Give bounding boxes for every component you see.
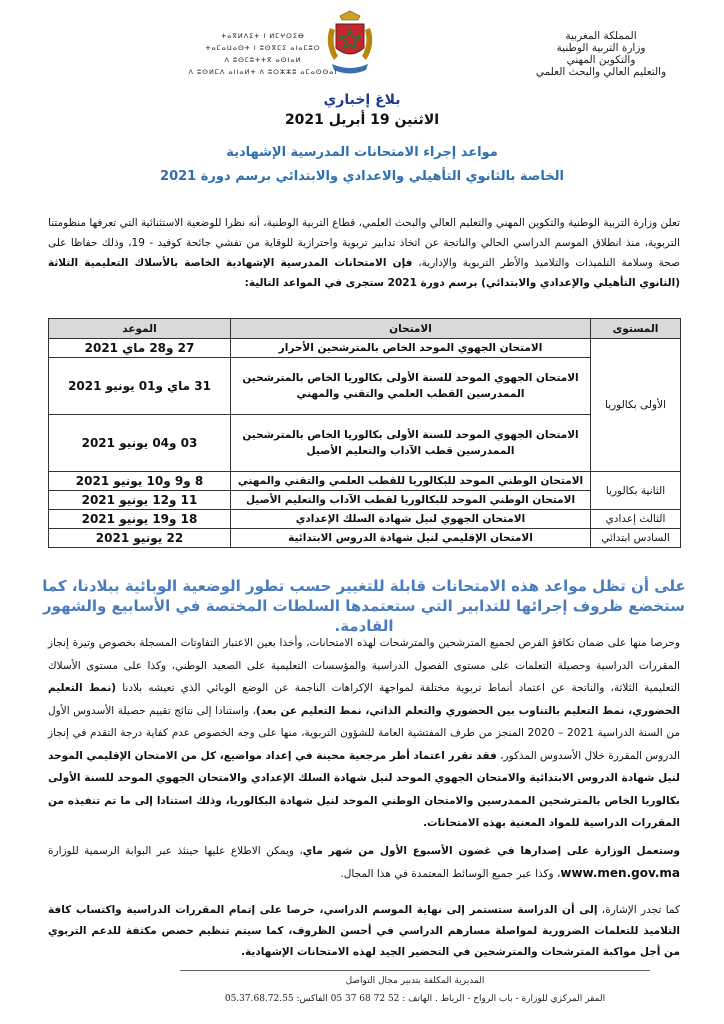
exam-cell: الامتحان الجهوي لنيل شهادة السلك الإعدادي — [231, 510, 591, 529]
table-row — [49, 358, 681, 415]
exam-schedule-table — [48, 318, 681, 548]
header-exam: الامتحان — [231, 319, 591, 339]
communique-label: بلاغ إخباري — [323, 92, 401, 108]
ministry-line-tifinagh: ⴷ ⵓⵙⵍⵎⴷ ⴰⵏⵏⴰⵍⵜ ⴷ ⵓⵔⵣⵣⵓ ⴰⵎⴰⵙⵙⴰⵏ — [188, 68, 338, 76]
table-row — [49, 510, 681, 529]
footer-contact: المقر المركزي للوزارة - باب الرواح - الرباط . الهاتف : 52 72 68 37 05 الفاكس: 05.37.68.72.55 — [224, 994, 606, 1004]
footer-divider — [180, 970, 650, 971]
header-date: الموعد — [49, 319, 231, 339]
date-cell: 8 و9 و10 يونيو 2021 — [49, 472, 231, 491]
exam-cell: الامتحان الوطني الموحد للبكالوريا لقطب الآداب والتعليم الأصيل — [231, 491, 591, 510]
level-cell: السادس ابتدائي — [591, 529, 681, 548]
ministry-website-link[interactable]: www.men.gov.ma — [560, 866, 680, 880]
ministry-header-tifinagh — [168, 30, 358, 78]
table-row — [49, 491, 681, 510]
schedule-change-notice: على أن تظل مواعد هذه الامتحانات قابلة للتغيير حسب تطور الوضعية الوبائية ببلادنا، كما ستخضع ظروف إجرائها للتدابير التي ستعتمدها السلطات المختصة في الأسابيع والشهور القادمة. — [42, 577, 686, 635]
intro-text: تعلن وزارة التربية الوطنية والتكوين المهني والتعليم العالي والبحث العلمي، قطاع التربية الوطنية، أنه نظرا للوضعية الاستثنائية التي تعرفها منظومتنا التربوية، منذ انطلاق الموسم الدراسي الحالي والناتجة عن اتخاذ تدابير تربوية واحترازية للوقاية من تفشي جائحة كوفيد - 19، وذلك حفاظا على صحة وسلامة التلميذات والتلاميذ والأطر التربوية والإدارية، — [48, 217, 681, 269]
date-cell: 11 و12 يونيو 2021 — [49, 491, 231, 510]
continuation-paragraph — [48, 900, 680, 963]
ministry-header-arabic — [506, 30, 696, 78]
subject-line-2: الخاصة بالثانوي التأهيلي والاعدادي والابتدائي برسم دورة 2021 — [160, 169, 564, 184]
level-cell: الأولى بكالوريا — [591, 339, 681, 472]
subject-line-1: مواعد إجراء الامتحانات المدرسية الإشهادية — [226, 145, 498, 160]
intro-bold-text: فإن الامتحانات المدرسية الإشهادية الخاصة بالأسلاك التعليمية الثلاثة (الثانوي التأهيلي والإعدادي والابتدائي) برسم دورة 2021 ستجرى في المواعد التالية: — [48, 257, 680, 289]
paragraph-text: ، وكذا عبر جميع الوسائط المعتمدة في هذا المجال. — [340, 868, 561, 880]
paragraph-bold-text: وستعمل الوزارة على إصدارها في غضون الأسبوع الأول من شهر ماي — [302, 845, 680, 857]
exam-cell: الامتحان الجهوي الموحد للسنة الأولى بكالوريا الخاص بالمترشحين الممدرسين قطب الآداب والتعليم الأصيل — [231, 415, 591, 472]
paragraph-text: كما تجدر الإشارة، — [597, 904, 680, 916]
exam-cell: الامتحان الوطني الموحد للبكالوريا للقطب العلمي والتقني والمهني — [231, 472, 591, 491]
date-cell: 31 ماي و01 يونيو 2021 — [49, 358, 231, 415]
ministry-line: وزارة التربية الوطنية — [556, 42, 646, 54]
ministry-line: المملكة المغربية — [565, 30, 637, 42]
exam-cell: الامتحان الجهوي الموحد الخاص بالمترشحين الأحرار — [231, 339, 591, 358]
paragraph-text: ، ويمكن الاطلاع عليها حينئذ عبر البوابة الرسمية للوزارة — [48, 845, 303, 857]
exam-cell: الامتحان الجهوي الموحد للسنة الأولى بكالوريا الخاص بالمترشحين الممدرسين القطب العلمي والتقني والمهني — [231, 358, 591, 415]
ministry-line-tifinagh: ⵜⴰⵎⴰⵡⴰⵙⵜ ⵏ ⵓⵙⴳⵎⵉ ⴰⵏⴰⵎⵓⵔ — [205, 44, 321, 52]
paragraph-bold-text: (نمط التعليم الحضوري، نمط التعليم بالتناوب بين الحضوري والتعلم الذاتي، نمط التعليم عن بعد) — [48, 682, 680, 717]
table-header-row — [49, 319, 681, 339]
ministry-line-tifinagh: ⵜⴰⴳⵍⴷⵉⵜ ⵏ ⵍⵎⵖⵔⵉⴱ — [221, 32, 305, 40]
date-cell: 22 يونيو 2021 — [49, 529, 231, 548]
publication-paragraph — [48, 840, 680, 885]
paragraph-text: وحرصا منها على ضمان تكافؤ الفرص لجميع المترشحين والمترشحات لهذه الامتحانات، وأخذا بعين الاعتبار التفاوتات المسجلة بخصوص وتيرة إنجاز المقررات الدراسية وحصيلة التعلمات على مستوى الفصول الدراسية والمؤسسات التعليمية على الصعيد الوطني، وكذا على مستوى الأسلاك التعليمية الثلاثة، والناتجة عن اعتماد أنماط تربوية مختلفة لمواجهة الإكراهات الناجمة عن الوضع الوبائي الذي تعيشه بلادنا — [48, 637, 680, 694]
date-cell: 27 و28 ماي 2021 — [49, 339, 231, 358]
table-row — [49, 339, 681, 358]
date-cell: 03 و04 يونيو 2021 — [49, 415, 231, 472]
header-level: المستوى — [591, 319, 681, 339]
ministry-line: والتكوين المهني — [566, 54, 636, 66]
paragraph-text: ، واستنادا إلى نتائج تقييم حصيلة الأسدوس الأول من السنة الدراسية 2021 – 2020 المنجز من طرف المفتشية العامة للشؤون التربوية، منها على وجه الخصوص عدم كفاية درجة التقدم في إنجاز الدروس المقررة خلال الأسدوس المذكور، — [48, 704, 680, 762]
table-row — [49, 472, 681, 491]
communique-date: الاثنين 19 أبريل 2021 — [284, 112, 440, 128]
ministry-line: والتعليم العالي والبحث العلمي — [535, 66, 667, 78]
assessment-paragraph — [48, 632, 680, 835]
date-cell: 18 و19 يونيو 2021 — [49, 510, 231, 529]
footer-department: المديرية المكلفة بتدبير مجال التواصل — [345, 976, 485, 986]
table-row — [49, 529, 681, 548]
ministry-line-tifinagh: ⴷ ⵓⵙⵎⵓⵜⵜⴳ ⴰⵙⵏⴰⵍ — [224, 56, 302, 64]
exam-cell: الامتحان الإقليمي لنيل شهادة الدروس الابتدائية — [231, 529, 591, 548]
level-cell: الثالث إعدادي — [591, 510, 681, 529]
paragraph-bold-text: إلى أن الدراسة ستستمر إلى نهاية الموسم الدراسي، حرصا على إتمام المقررات الدراسية واكتساب كافة التلاميذ للتعلمات الضرورية لمواصلة مسارهم الدراسي في أحسن الظروف، كما سيتم تنظيم حصص مكثفة للدعم التربوي من أجل مواكبة المترشحات والمترشحين في التحضير الجيد لهذه الامتحانات الإشهادية. — [48, 904, 680, 958]
level-cell: الثانية بكالوريا — [591, 472, 681, 510]
paragraph-bold-text: فقد تقرر اعتماد أطر مرجعية محينة في إعداد مواضيع، كل من الامتحان الإقليمي الموحد لنيل شهادة الدروس الابتدائية والامتحان الجهوي الموحد لنيل شهادة السلك الإعدادي والامتحان الجهوي الموحد للسنة الأولى بكالوريا الخاص بالمترشحين الممدرسين والامتحان الوطني الموحد لنيل شهادة البكالوريا، وذلك استنادا إلى ما تم تنفيذه من المقررات الدراسية للمواد المعنية بهذه الامتحانات. — [48, 749, 680, 829]
intro-paragraph — [48, 213, 680, 293]
table-row — [49, 415, 681, 472]
